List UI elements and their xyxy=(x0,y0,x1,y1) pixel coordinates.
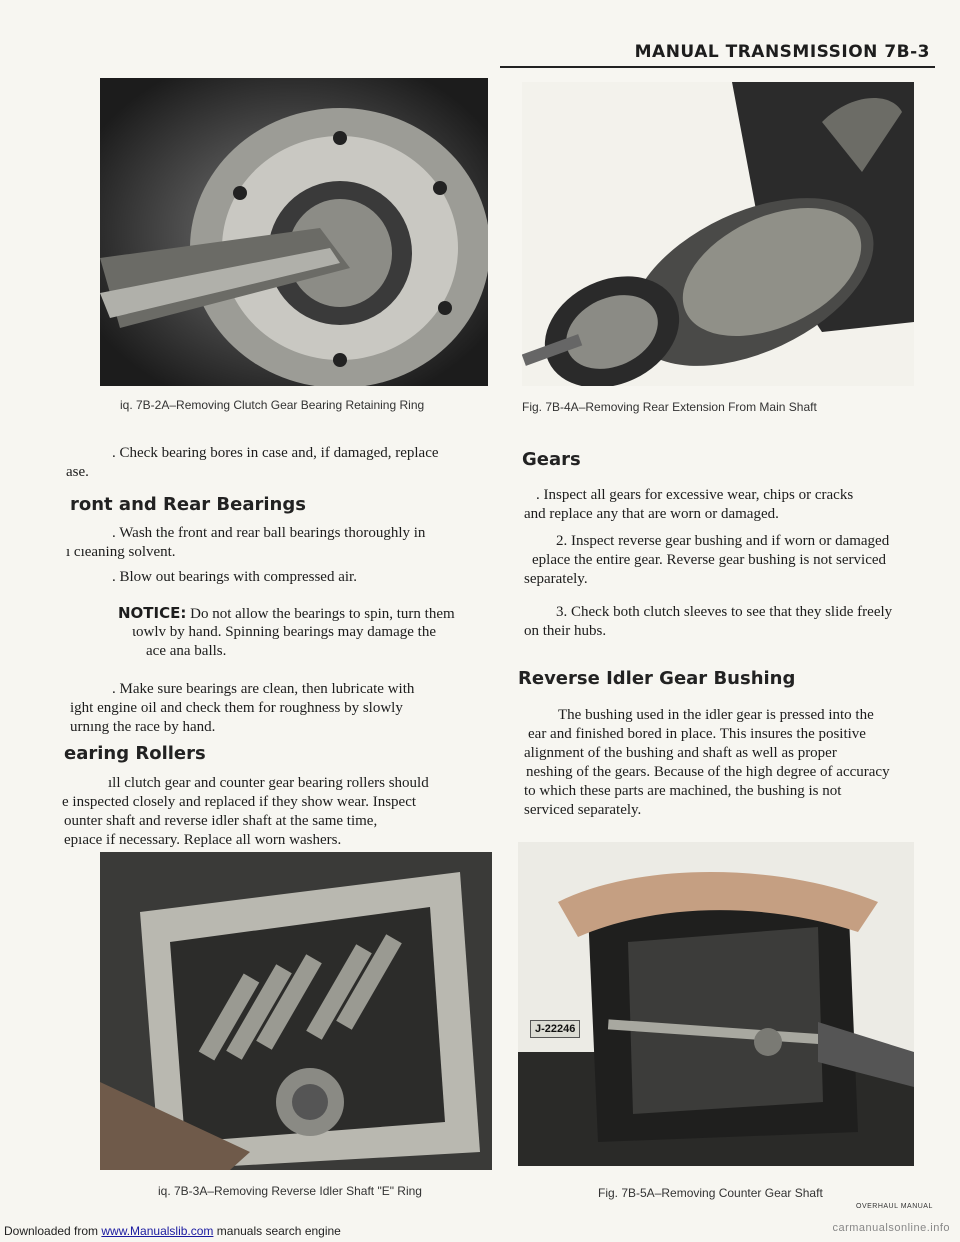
fig-7b-4a-caption: Fig. 7B-4A–Removing Rear Extension From Main Shaft xyxy=(522,400,817,414)
para-rollers-4: epıace if necessary. Replace all worn washers. xyxy=(64,832,342,848)
para-gears-1a: . Inspect all gears for excessive wear, chips or cracks xyxy=(536,487,854,503)
para-wash-cont: ı cıeaning solvent. xyxy=(66,544,176,560)
para-gears-1b: and replace any that are worn or damaged. xyxy=(524,506,779,522)
para-gears-2b: eplace the entire gear. Reverse gear bushing is not serviced xyxy=(532,552,887,568)
para-idler-1: The bushing used in the idler gear is pressed into the xyxy=(558,707,874,723)
notice-line-3: ace ana balls. xyxy=(146,643,227,659)
para-lubricate-1: . Make sure bearings are clean, then lubricate with xyxy=(112,681,415,697)
overhaul-manual-mark: OVERHAUL MANUAL xyxy=(856,1203,933,1210)
header-rule xyxy=(500,66,935,68)
para-gears-3b: on their hubs. xyxy=(524,623,607,639)
para-idler-5: to which these parts are machined, the bushing is not xyxy=(524,783,842,799)
counter-gear-shaft-image xyxy=(518,842,914,1166)
rear-extension-image xyxy=(522,82,914,386)
para-gears-2a: 2. Inspect reverse gear bushing and if worn or damaged xyxy=(556,533,890,549)
para-gears-3a: 3. Check both clutch sleeves to see that they slide freely xyxy=(556,604,893,620)
para-idler-3: alignment of the bushing and shaft as well as proper xyxy=(524,745,837,761)
fig-7b-3a-caption: iq. 7B-3A–Removing Reverse Idler Shaft "E" Ring xyxy=(158,1184,422,1198)
para-rollers-1: ıll clutch gear and counter gear bearing rollers should xyxy=(108,775,429,791)
manualslib-link[interactable]: www.Manualslib.com xyxy=(101,1224,214,1238)
para-idler-6: serviced separately. xyxy=(524,802,642,818)
para-lubricate-3: urnıng the race by hand. xyxy=(70,719,216,735)
notice-label: NOTICE: xyxy=(118,604,187,622)
para-rollers-3: ounter shaft and reverse idler shaft at the same time, xyxy=(64,813,378,829)
fig-7b-3a-photo xyxy=(100,852,492,1170)
fig-7b-2a-caption: iq. 7B-2A–Removing Clutch Gear Bearing Retaining Ring xyxy=(120,398,425,412)
para-check-bores: . Check bearing bores in case and, if damaged, replace xyxy=(112,445,439,461)
heading-front-rear-bearings: ront and Rear Bearings xyxy=(70,494,306,515)
fig-7b-5a-photo xyxy=(518,842,914,1166)
para-check-bores-cont: ase. xyxy=(66,464,89,480)
reverse-idler-shaft-image xyxy=(100,852,492,1170)
para-gears-2c: separately. xyxy=(524,571,588,587)
notice-paragraph xyxy=(118,604,490,624)
heading-reverse-idler-gear-bushing: Reverse Idler Gear Bushing xyxy=(518,668,796,689)
para-blow-bearings: . Blow out bearings with compressed air. xyxy=(112,569,357,585)
page-header: ΜANUAL TRANSMISSION 7B-3 xyxy=(634,42,930,62)
download-footer xyxy=(4,1224,341,1238)
para-idler-2: ear and finished bored in place. This insures the positive xyxy=(528,726,866,742)
para-idler-4: neshing of the gears. Because of the high degree of accuracy xyxy=(526,764,890,780)
notice-text: Do not allow the bearings to spin, turn them xyxy=(186,606,455,622)
fig-7b-4a-photo xyxy=(522,82,914,386)
footer-suffix: manuals search engine xyxy=(213,1224,341,1238)
para-lubricate-2: ight engine oil and check them for roughness by slowly xyxy=(70,700,403,716)
clutch-bearing-image xyxy=(100,78,488,386)
tool-label-j22246: J-22246 xyxy=(530,1020,580,1038)
heading-bearing-rollers: earing Rollers xyxy=(64,743,206,764)
fig-7b-5a-caption: Fig. 7B-5A–Removing Counter Gear Shaft xyxy=(598,1186,823,1200)
carmanualsonline-watermark: carmanualsonline.info xyxy=(832,1222,950,1234)
heading-gears: Gears xyxy=(522,449,581,470)
para-rollers-2: e inspected closely and replaced if they show wear. Inspect xyxy=(62,794,417,810)
notice-line-2: ιowlv by hand. Spinning bearings may damage the xyxy=(132,624,436,640)
para-wash-bearings: . Wash the front and rear ball bearings thoroughly in xyxy=(112,525,426,541)
fig-7b-2a-photo xyxy=(100,78,488,386)
footer-prefix: Downloaded from xyxy=(4,1224,102,1238)
